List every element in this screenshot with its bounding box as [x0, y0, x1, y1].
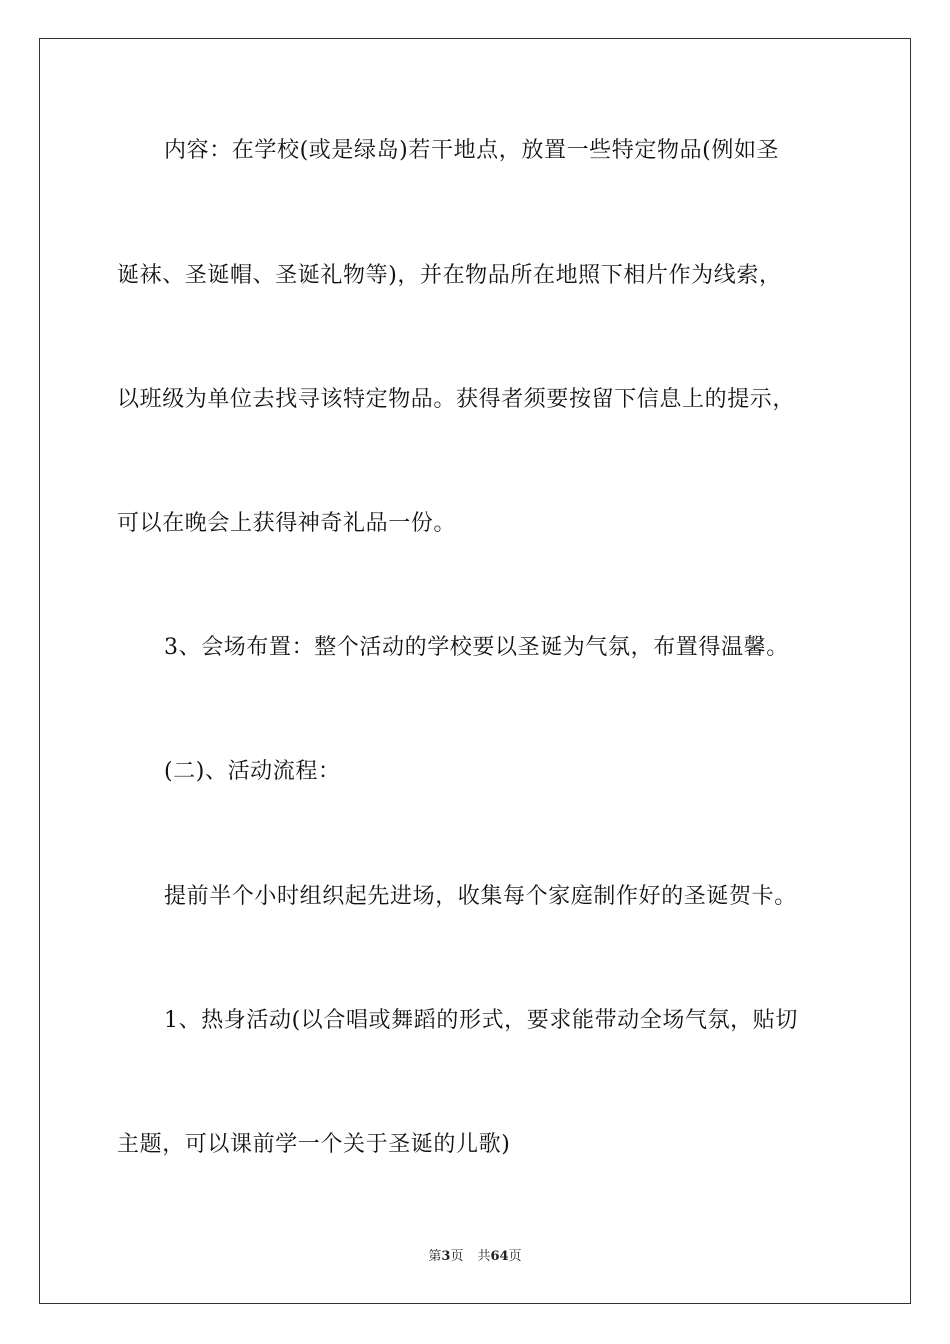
paragraph-line-3: 以班级为单位去找寻该特定物品。获得者须要按留下信息上的提示， — [117, 387, 796, 412]
footer-page-number: 3 — [441, 1249, 451, 1264]
paragraph-line-9: 主题，可以课前学一个关于圣诞的儿歌) — [117, 1132, 511, 1157]
page-footer — [0, 1248, 950, 1266]
footer-total-prefix: 共 — [477, 1249, 491, 1264]
footer-total-suffix: 页 — [508, 1249, 522, 1264]
paragraph-line-7: 提前半个小时组织起先进场，收集每个家庭制作好的圣诞贺卡。 — [164, 884, 797, 909]
footer-page-prefix: 第 — [428, 1249, 442, 1264]
paragraph-line-4: 可以在晚会上获得神奇礼品一份。 — [117, 511, 457, 536]
footer-total-number: 64 — [490, 1249, 509, 1264]
paragraph-line-5: 3、会场布置：整个活动的学校要以圣诞为气氛，布置得温馨。 — [164, 635, 789, 660]
footer-page-suffix: 页 — [450, 1249, 464, 1264]
paragraph-line-6: (二)、活动流程： — [164, 759, 341, 784]
paragraph-line-8: 1、热身活动(以合唱或舞蹈的形式，要求能带动全场气氛，贴切 — [164, 1008, 798, 1033]
page-border — [39, 38, 911, 1304]
paragraph-line-2: 诞袜、圣诞帽、圣诞礼物等)，并在物品所在地照下相片作为线索， — [117, 263, 782, 288]
paragraph-line-1: 内容：在学校(或是绿岛)若干地点，放置一些特定物品(例如圣 — [164, 138, 780, 163]
